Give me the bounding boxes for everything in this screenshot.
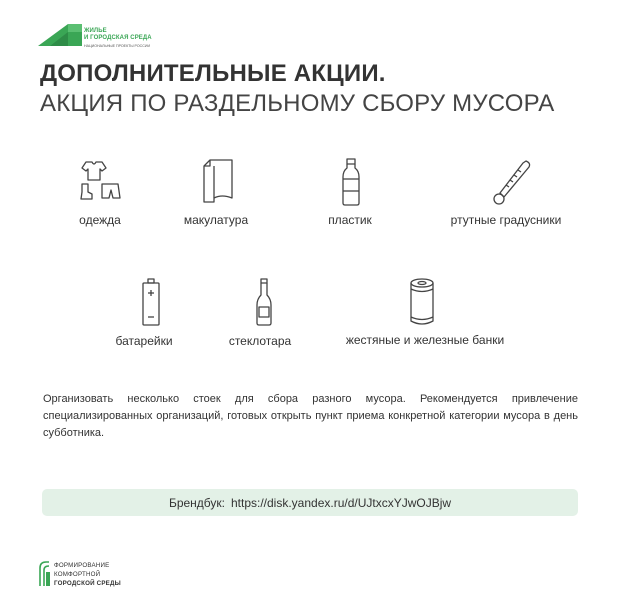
clothes-icon <box>78 160 122 202</box>
header-logo <box>38 22 152 52</box>
footer-logo <box>38 558 158 590</box>
thermometer-icon <box>490 159 532 207</box>
item-label-thermometer: ртутные градусники <box>450 213 562 227</box>
item-label-clothes: одежда <box>79 213 121 227</box>
description-text: Организовать несколько стоек для сбора разного мусора. Рекомендуется привлечение специализированных организаций, готовых открыть пункт приема конкретной категории мусора в день субботника. <box>43 393 578 439</box>
brandbook-link-bar[interactable] <box>42 489 578 516</box>
logo-title-line2: И ГОРОДСКАЯ СРЕДА <box>84 35 152 41</box>
page-title: ДОПОЛНИТЕЛЬНЫЕ АКЦИИ. <box>40 60 386 87</box>
logo-title-line1: ЖИЛЬЕ <box>84 28 107 34</box>
brandbook-url-link[interactable]: https://disk.yandex.ru/d/UJtxcxYJwOJBjw <box>230 495 452 510</box>
page-subtitle: АКЦИЯ ПО РАЗДЕЛЬНОМУ СБОРУ МУСОРА <box>40 90 555 117</box>
footer-logo-line2: КОМФОРТНОЙ <box>54 571 101 578</box>
item-label-tin-can: жестяные и железные банки <box>345 333 505 347</box>
footer-logo-line3: ГОРОДСКОЙ СРЕДЫ <box>54 580 121 587</box>
tin-can-icon <box>408 277 436 327</box>
paper-icon <box>200 158 236 204</box>
glass-bottle-icon <box>253 277 275 327</box>
item-label-glass: стеклотара <box>228 334 292 348</box>
footer-logo-line1: ФОРМИРОВАНИЕ <box>54 562 110 569</box>
plastic-bottle-icon <box>340 157 362 207</box>
logo-subtitle: НАЦИОНАЛЬНЫЕ ПРОЕКТЫ РОССИИ <box>84 44 151 48</box>
battery-icon <box>140 277 162 327</box>
item-label-battery: батарейки <box>115 334 173 348</box>
comfortable-city-logo-icon <box>38 560 51 588</box>
item-label-paper: макулатура <box>183 213 249 227</box>
national-projects-logo-icon <box>38 22 82 48</box>
item-label-plastic: пластик <box>328 213 372 227</box>
brandbook-label: Брендбук: <box>168 495 225 510</box>
